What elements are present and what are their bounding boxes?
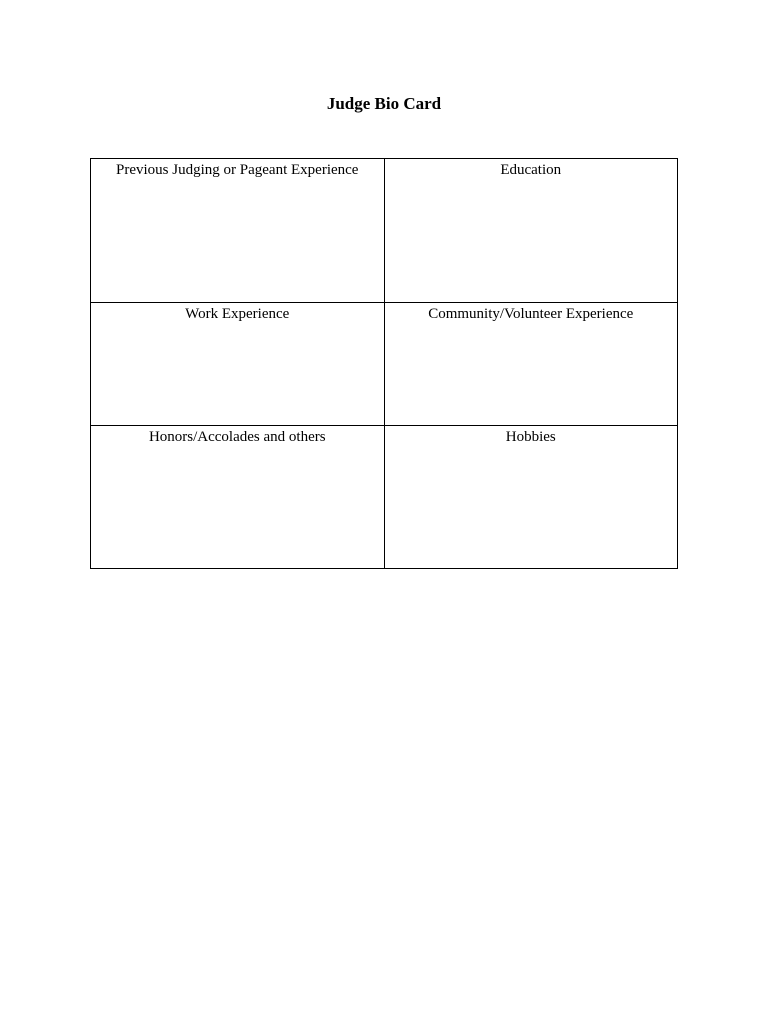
cell-education[interactable] <box>384 159 678 303</box>
page-title: Judge Bio Card <box>326 94 442 113</box>
cell-label: Work Experience <box>185 306 290 322</box>
bio-card-table <box>90 158 678 569</box>
cell-honors-accolades[interactable] <box>91 426 385 569</box>
table-row <box>91 426 678 569</box>
cell-hobbies[interactable] <box>384 426 678 569</box>
cell-label: Honors/Accolades and others <box>148 429 326 445</box>
cell-label: Hobbies <box>505 429 556 445</box>
cell-work-experience[interactable] <box>91 303 385 426</box>
cell-label: Education <box>500 162 562 178</box>
table-row <box>91 159 678 303</box>
cell-label: Previous Judging or Pageant Experience <box>116 162 359 178</box>
cell-label: Community/Volunteer Experience <box>428 306 634 322</box>
cell-previous-judging[interactable] <box>91 159 385 303</box>
table-row <box>91 303 678 426</box>
cell-community-volunteer[interactable] <box>384 303 678 426</box>
